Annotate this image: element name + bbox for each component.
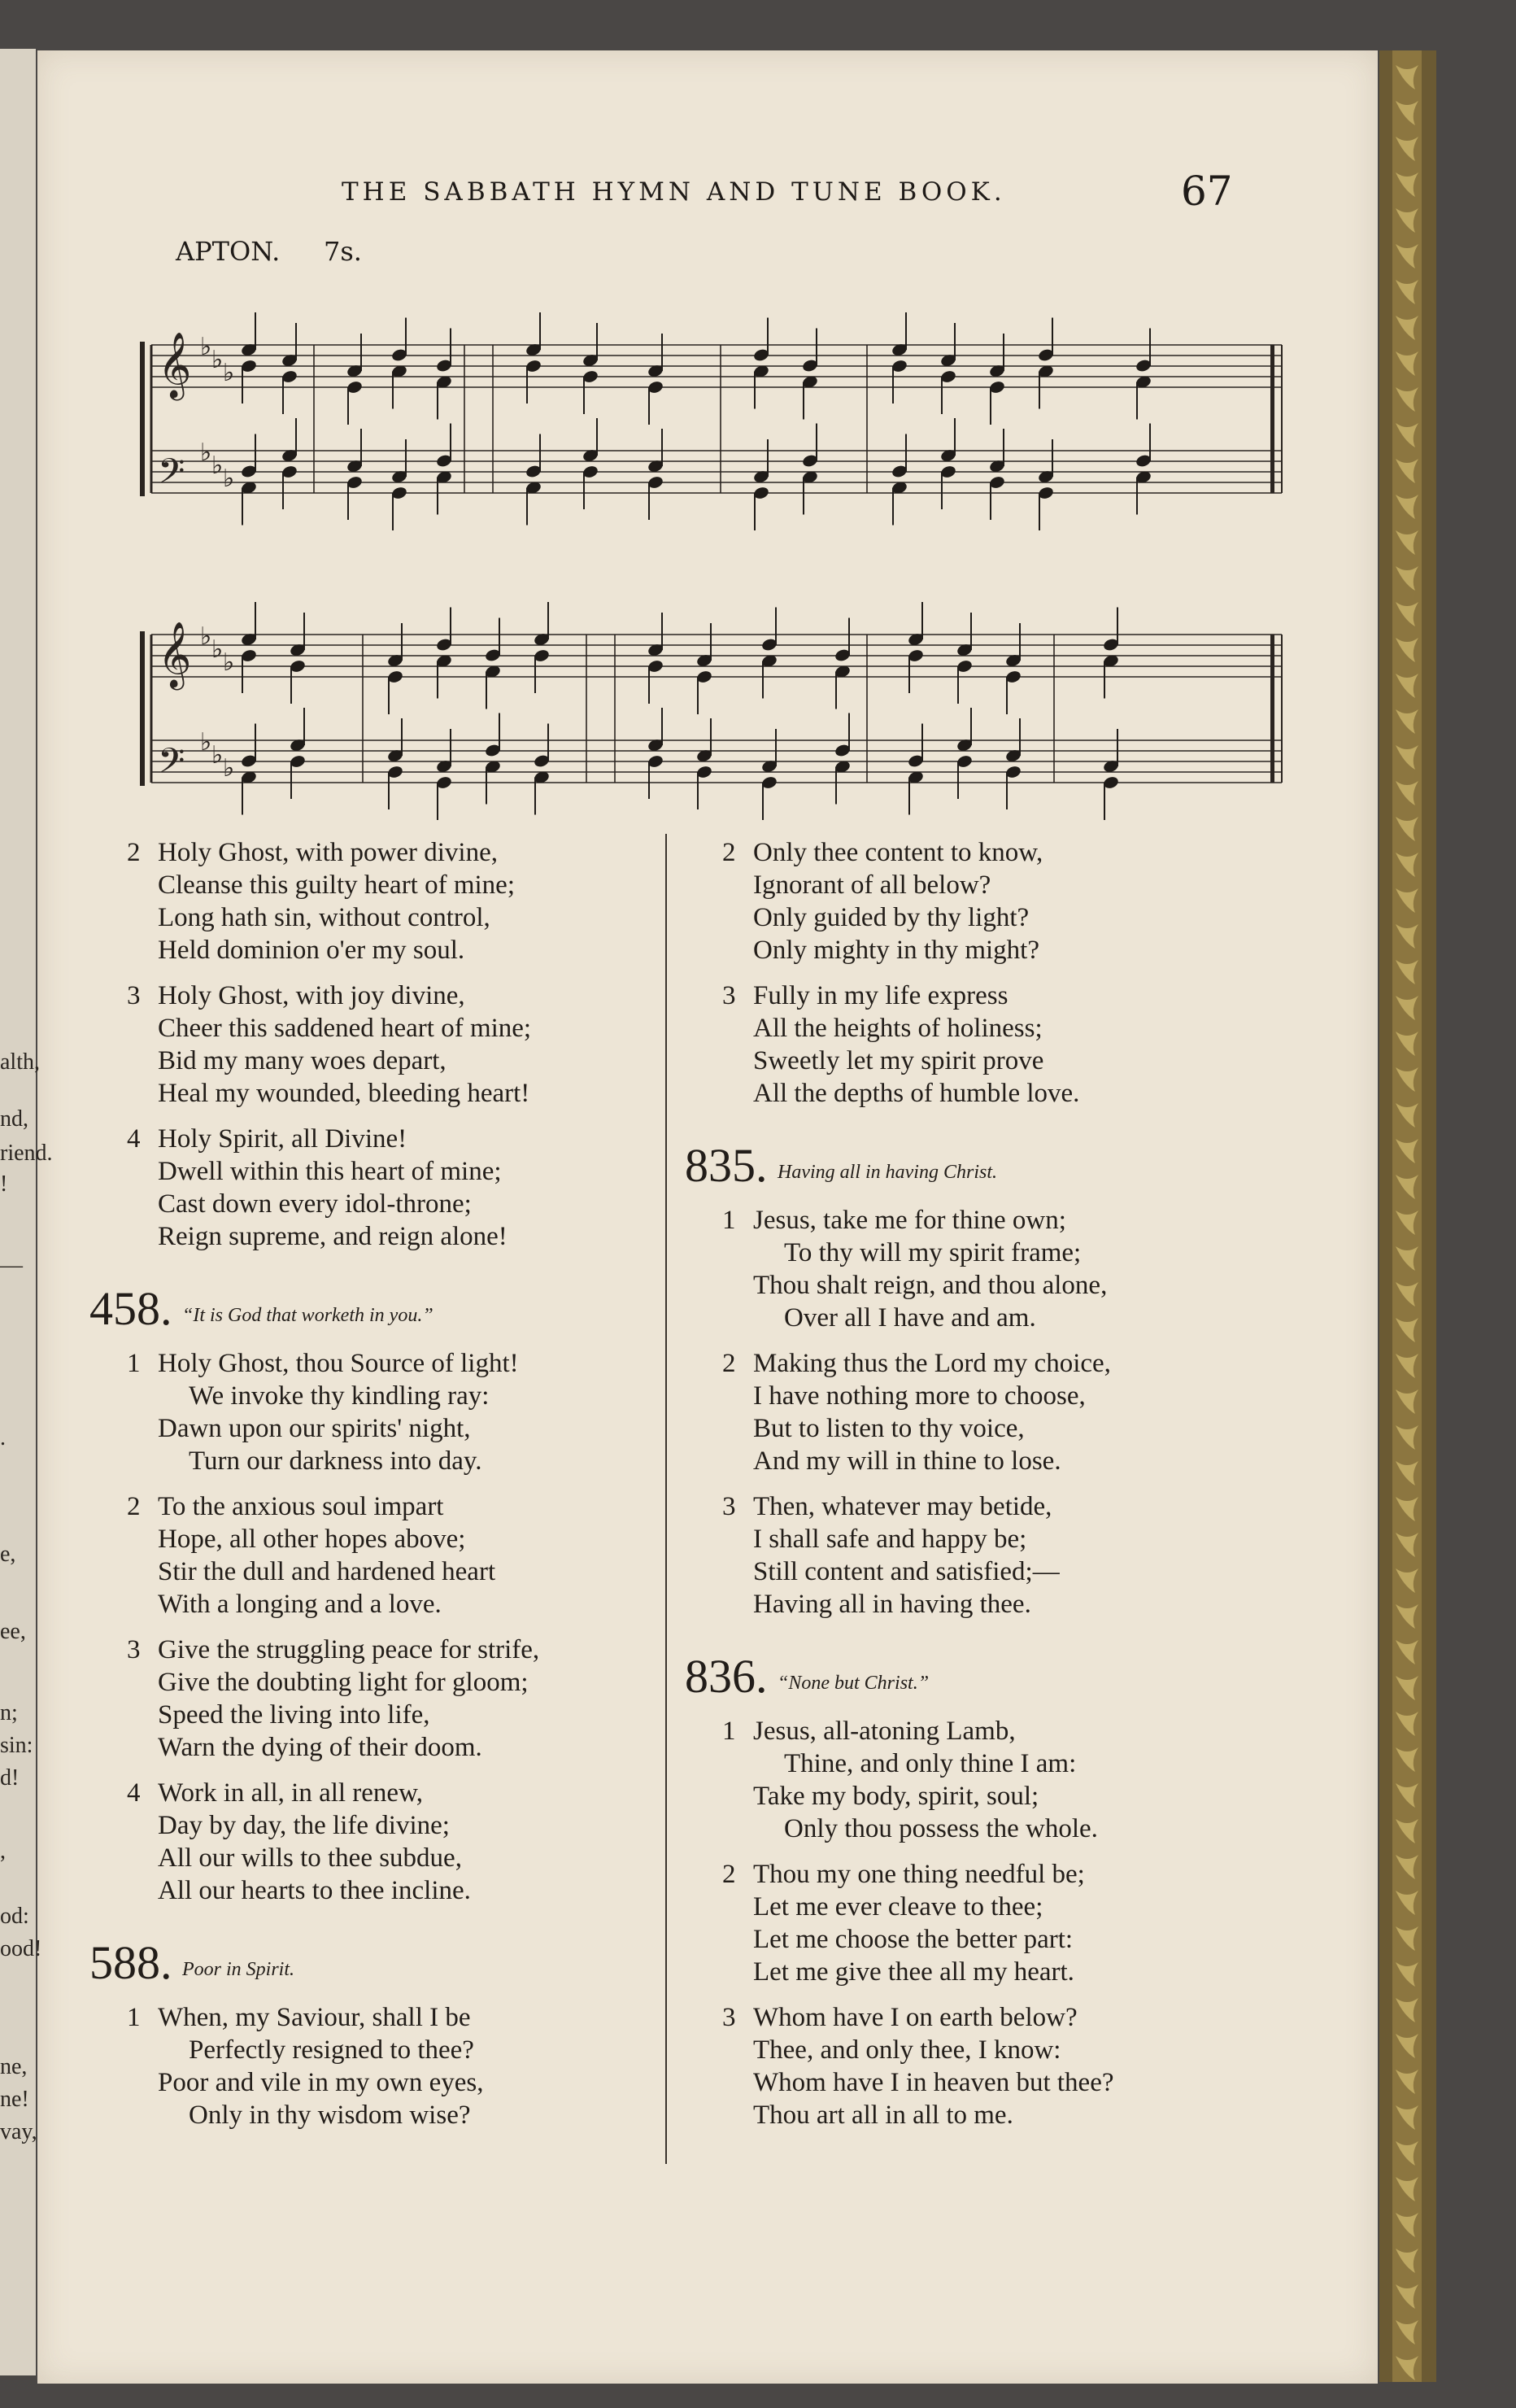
stanza-number: 3 [722,981,736,1010]
hymn-line: Cleanse this guilty heart of mine; [158,870,515,900]
hymn-line: Thou shalt reign, and thou alone, [753,1271,1108,1300]
hymn-line: We invoke thy kindling ray: [189,1381,490,1411]
hymn-line: Turn our darkness into day. [189,1446,482,1476]
hymn-line: Fully in my life express [753,981,1008,1010]
hymn-line: Holy Ghost, with joy divine, [158,981,465,1010]
edge-fragment: vay, [0,2119,37,2144]
hymn-line: Let me choose the better part: [753,1925,1074,1954]
hymn-line: When, my Saviour, shall I be [158,2003,471,2032]
svg-text:𝄢: 𝄢 [158,741,185,790]
previous-page-edge [0,49,36,2375]
stanza-number: 4 [127,1124,141,1154]
stanza-number: 2 [722,838,736,867]
stanza-number: 1 [127,1349,141,1378]
hymn-line: And my will in thine to lose. [753,1446,1061,1476]
stanza-number: 2 [127,1492,141,1521]
hymn-line: Sweetly let my spirit prove [753,1046,1044,1075]
hymn-line: Stir the dull and hardened heart [158,1557,496,1586]
running-head: THE SABBATH HYMN AND TUNE BOOK. [342,177,1006,207]
edge-fragment: nd, [0,1106,28,1132]
edge-fragment: d! [0,1765,20,1791]
hymn-title: “It is God that worketh in you.” [182,1305,433,1326]
hymn-line: Thou art all in all to me. [753,2100,1013,2130]
hymn-line: I shall safe and happy be; [753,1525,1027,1554]
hymn-line: All our hearts to thee incline. [158,1876,471,1905]
hymn-line: Cast down every idol-throne; [158,1189,472,1219]
hymn-line: Day by day, the life divine; [158,1811,450,1840]
hymn-line: Then, whatever may betide, [753,1492,1052,1521]
edge-fragment: ! [0,1171,8,1197]
hymn-line: Held dominion o'er my soul. [158,936,465,965]
svg-text:♭: ♭ [200,438,212,467]
edge-fragment: ne! [0,2087,29,2112]
hymn-line: Heal my wounded, bleeding heart! [158,1079,530,1108]
hymn-line: Dawn upon our spirits' night, [158,1414,471,1443]
svg-text:𝄢: 𝄢 [158,452,185,500]
hymn-title: “None but Christ.” [778,1673,930,1694]
svg-text:♭: ♭ [223,754,235,783]
svg-text:𝄞: 𝄞 [158,621,192,687]
hymn-line: All the depths of humble love. [753,1079,1080,1108]
hymn-line: Making thus the Lord my choice, [753,1349,1111,1378]
hymn-line: Let me give thee all my heart. [753,1957,1074,1987]
hymn-line: Give the doubting light for gloom; [158,1668,529,1697]
hymn-line: Speed the living into life, [158,1700,430,1730]
edge-fragment: e, [0,1542,16,1567]
hymn-line: Jesus, take me for thine own; [753,1206,1066,1235]
hymn-line: But to listen to thy voice, [753,1414,1025,1443]
edge-fragment: sin: [0,1733,33,1758]
music-score [86,270,1306,856]
svg-text:♭: ♭ [211,346,224,374]
hymn-line: Thine, and only thine I am: [784,1749,1077,1778]
hymn-line: Thou my one thing needful be; [753,1860,1085,1889]
hymn-line: To the anxious soul impart [158,1492,444,1521]
hymn-line: Long hath sin, without control, [158,903,490,932]
hymn-line: Cheer this saddened heart of mine; [158,1014,532,1043]
stanza-number: 1 [127,2003,141,2032]
edge-fragment: n; [0,1700,18,1725]
hymn-line: Poor and vile in my own eyes, [158,2068,484,2097]
stanza-number: 2 [722,1349,736,1378]
hymn-line: Still content and satisfied;— [753,1557,1060,1586]
hymn-line: All the heights of holiness; [753,1014,1043,1043]
hymn-line: Bid my many woes depart, [158,1046,447,1075]
svg-text:♭: ♭ [223,648,235,677]
svg-text:♭: ♭ [200,622,212,651]
hymn-line: Jesus, all-atoning Lamb, [753,1717,1016,1746]
svg-text:♭: ♭ [200,728,212,757]
hymn-line: Hope, all other hopes above; [158,1525,466,1554]
svg-text:♭: ♭ [223,359,235,387]
svg-text:♭: ♭ [211,741,224,770]
hymn-line: Only in thy wisdom wise? [189,2100,471,2130]
hymn-line: Warn the dying of their doom. [158,1733,482,1762]
tune-meter: 7s. [324,236,362,267]
edge-fragment: — [0,1253,23,1278]
hymn-line: Take my body, spirit, soul; [753,1782,1039,1811]
hymn-line: I have nothing more to choose, [753,1381,1086,1411]
hymn-line: Dwell within this heart of mine; [158,1157,502,1186]
hymn-line: Only thou possess the whole. [784,1814,1098,1843]
hymn-line: Only guided by thy light? [753,903,1030,932]
book-page [37,50,1378,2384]
stanza-number: 4 [127,1778,141,1808]
hymn-line: Holy Ghost, with power divine, [158,838,498,867]
hymn-title: Having all in having Christ. [778,1162,997,1183]
hymn-number: 835. [685,1139,768,1192]
page-number: 67 [1181,168,1233,215]
edge-fragment: . [0,1425,6,1450]
hymn-line: Holy Spirit, all Divine! [158,1124,407,1154]
hymn-line: Work in all, in all renew, [158,1778,424,1808]
hymn-title: Poor in Spirit. [182,1959,295,1980]
stanza-number: 1 [722,1206,736,1235]
stanza-number: 1 [722,1717,736,1746]
hymn-line: Only mighty in thy might? [753,936,1039,965]
edge-fragment: od: [0,1904,29,1929]
edge-fragment: alth, [0,1049,40,1075]
hymn-number: 836. [685,1650,768,1703]
stanza-number: 3 [127,1635,141,1664]
stanza-number: 3 [722,1492,736,1521]
tune-name: APTON. [176,236,281,267]
svg-text:♭: ♭ [211,452,224,480]
hymn-line: Reign supreme, and reign alone! [158,1222,508,1251]
hymn-line: Thee, and only thee, I know: [753,2035,1061,2065]
edge-fragment: , [0,1839,6,1864]
stanza-number: 3 [722,2003,736,2032]
hymn-line: Let me ever cleave to thee; [753,1892,1043,1922]
svg-text:♭: ♭ [223,465,235,493]
hymn-line: Having all in having thee. [753,1590,1031,1619]
hymn-line: Over all I have and am. [784,1303,1036,1333]
edge-fragment: riend. [0,1141,53,1166]
edge-fragment: ee, [0,1619,26,1644]
hymn-line: Only thee content to know, [753,838,1043,867]
hymn-line: Whom have I on earth below? [753,2003,1078,2032]
column-divider [665,834,667,2164]
hymn-line: Whom have I in heaven but thee? [753,2068,1114,2097]
hymn-line: All our wills to thee subdue, [158,1843,462,1873]
hymn-line: Give the struggling peace for strife, [158,1635,540,1664]
hymn-line: With a longing and a love. [158,1590,442,1619]
hymn-line: Holy Ghost, thou Source of light! [158,1349,519,1378]
hymn-line: Ignorant of all below? [753,870,991,900]
edge-fragment: ne, [0,2054,28,2079]
stanza-number: 3 [127,981,141,1010]
stanza-number: 2 [127,838,141,867]
edge-fragment: ood! [0,1936,42,1961]
svg-text:♭: ♭ [211,635,224,664]
hymn-line: Perfectly resigned to thee? [189,2035,474,2065]
svg-text:𝄞: 𝄞 [158,331,192,398]
stanza-number: 2 [722,1860,736,1889]
hymn-number: 458. [89,1282,172,1335]
hymn-number: 588. [89,1936,172,1989]
svg-text:♭: ♭ [200,333,212,361]
hymn-line: To thy will my spirit frame; [784,1238,1082,1267]
